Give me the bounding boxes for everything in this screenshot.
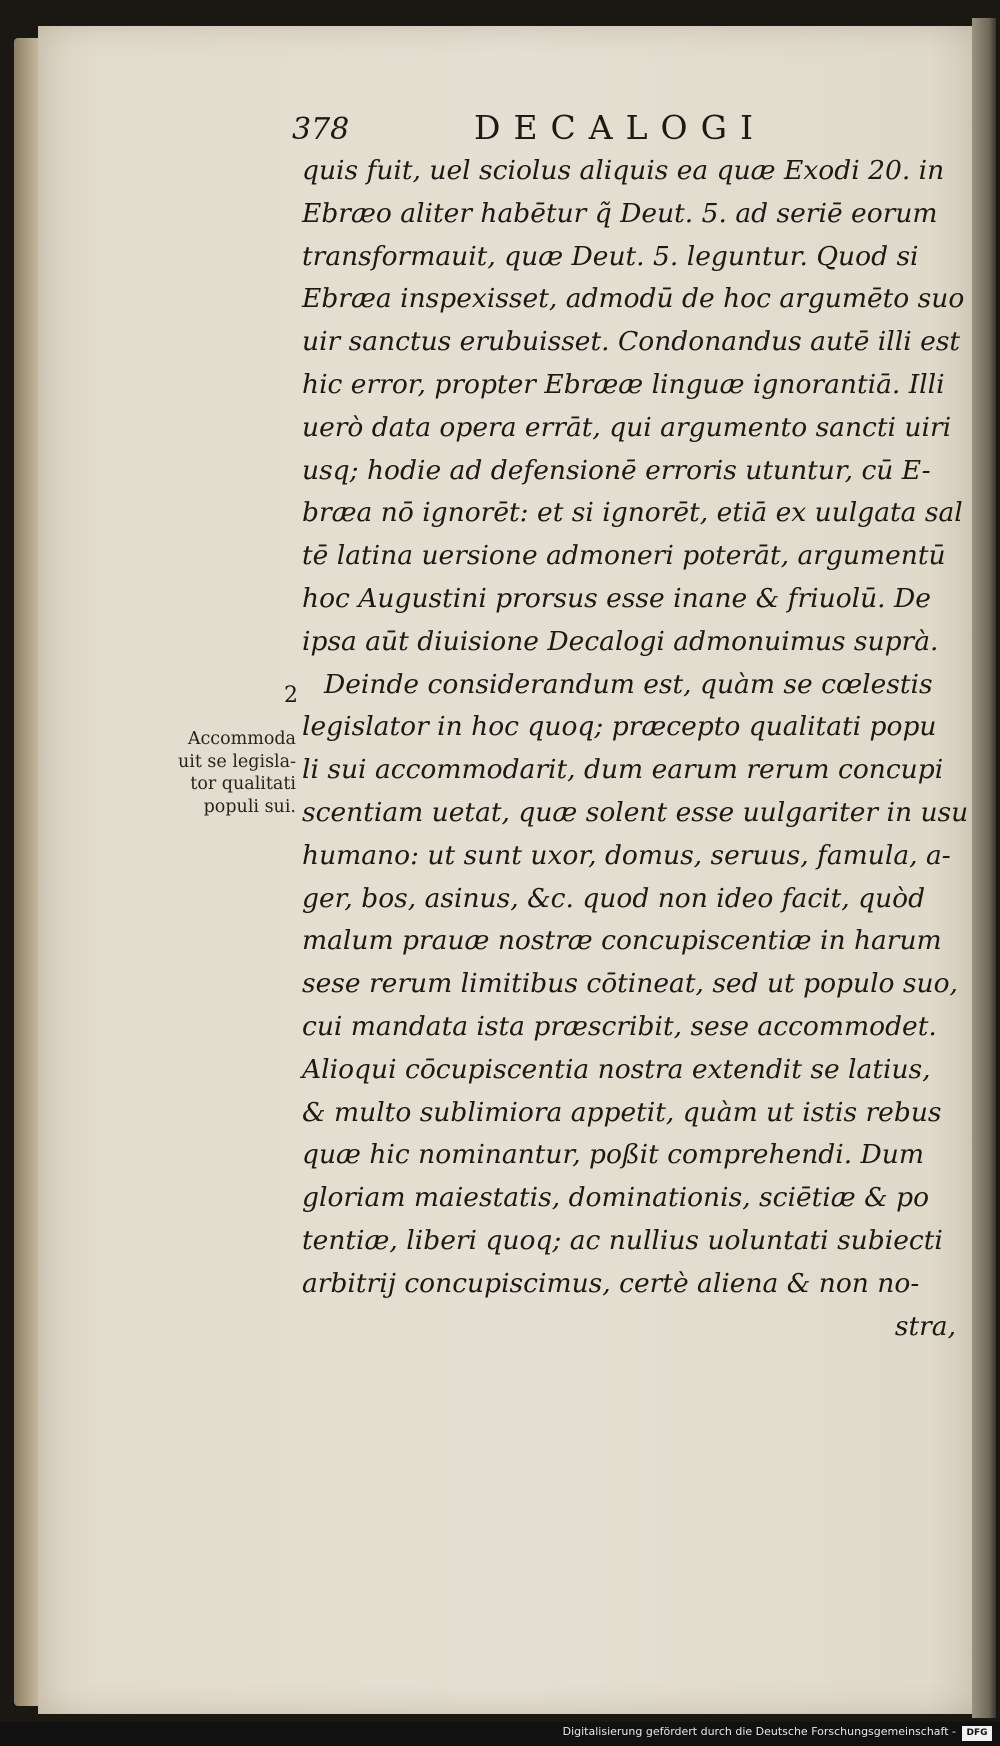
catchword: stra, — [894, 1310, 956, 1342]
funding-credit: Digitalisierung gefördert durch die Deutsche Forschungsgemeinschaft - — [562, 1725, 956, 1738]
text-line: uir sanctus erubuisset. Condonandus autē illi est — [302, 326, 961, 358]
marginal-note-line: populi sui. — [203, 796, 296, 817]
text-line: bræa nō ignorēt: et si ignorēt, etiā ex uulgata sal — [302, 497, 963, 529]
text-line: quis fuit, uel sciolus aliquis ea quæ Exodi 20. in — [302, 155, 945, 186]
text-line: tē latina uersione admoneri poterāt, argumentū — [302, 540, 946, 572]
text-line: gloriam maiestatis, dominationis, sciētiæ & po — [302, 1182, 930, 1214]
text-line: li sui accommodarit, dum earum rerum concupi — [302, 754, 944, 786]
digitization-footer — [0, 1722, 1000, 1746]
text-line: & multo sublimiora appetit, quàm ut istis rebus — [302, 1096, 942, 1128]
text-line: uerò data opera errāt, qui argumento sancti uiri — [302, 411, 952, 443]
text-line: ger, bos, asinus, &c. quod non ideo facit, quòd — [302, 882, 926, 914]
body-text — [302, 150, 969, 1348]
text-line: Ebræo aliter habētur q̃ Deut. 5. ad seriē eorum — [302, 197, 938, 229]
text-line: hoc Augustini prorsus esse inane & friuolū. De — [302, 582, 931, 614]
section-number: 2 — [284, 683, 298, 708]
text-line: scentiam uetat, quæ solent esse uulgariter in usu — [302, 796, 969, 828]
text-line: Deinde considerandum est, quàm se cœlestis — [324, 668, 933, 700]
page-header — [292, 108, 952, 154]
text-line: tentiæ, liberi quoq; ac nullius uoluntati subiecti — [302, 1224, 943, 1256]
text-line: ipsa aūt diuisione Decalogi admonuimus suprà. — [302, 625, 939, 657]
marginal-note-line: uit se legisla- — [177, 751, 296, 772]
text-line: quæ hic nominantur, poßit comprehendi. Dum — [302, 1139, 924, 1171]
text-line: cui mandata ista præscribit, sese accommodet. — [302, 1010, 937, 1042]
running-head: DECALOGI — [474, 108, 766, 147]
text-line: malum prauæ nostræ concupiscentiæ in harum — [302, 925, 942, 957]
marginal-note-line: tor qualitati — [190, 774, 296, 794]
marginal-note-line: Accommoda — [187, 729, 296, 749]
text-line: Alioqui cōcupiscentia nostra extendit se latius, — [302, 1053, 931, 1085]
text-line: sese rerum limitibus cōtineat, sed ut populo suo, — [302, 968, 958, 1000]
text-line: legislator in hoc quoq; præcepto qualitati popu — [302, 711, 937, 743]
dfg-logo: DFG — [962, 1726, 992, 1741]
text-line: transformauit, quæ Deut. 5. leguntur. Quod si — [302, 240, 919, 272]
text-line: arbitrij concupiscimus, certè aliena & non no- — [302, 1267, 920, 1299]
text-line: Ebræa inspexisset, admodū de hoc argumēto suo — [302, 283, 965, 315]
book-edge-right — [972, 18, 996, 1718]
text-line: hic error, propter Ebrææ linguæ ignorantiā. Illi — [302, 368, 945, 400]
text-line: usq; hodie ad defensionē erroris utuntur, cū E- — [302, 454, 931, 486]
text-line: humano: ut sunt uxor, domus, seruus, famula, a- — [302, 839, 951, 871]
page-number: 378 — [292, 112, 350, 147]
marginal-note — [150, 728, 296, 818]
